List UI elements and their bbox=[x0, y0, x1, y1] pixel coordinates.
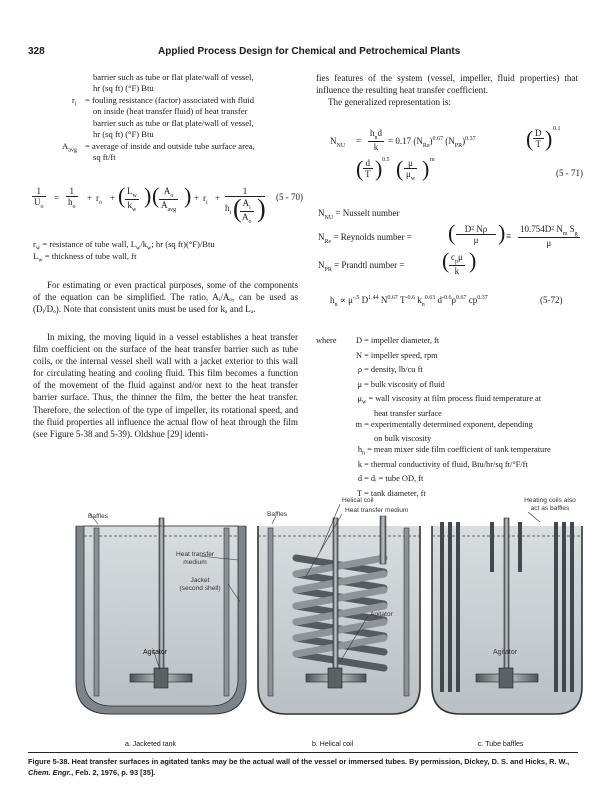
paragraph-simplification: For estimating or even practical purposes, some of the components of the equation can be simplified. The ratio, Aᵢ/Aₒ, can be used as (Dᵢ/Dₒ). Note that consistent units must be used for kₐ and Lₐ. bbox=[33, 280, 298, 315]
aavg-symbol: $A_{avg}$ bbox=[62, 141, 77, 154]
where-row: $h_n$ = mean mixer side film coefficient of tank temperature bbox=[357, 445, 551, 457]
def-reynolds: $N_{Re}$ = Reynolds number = bbox=[318, 232, 412, 245]
where-definitions bbox=[350, 336, 590, 504]
label-htm-2: medium bbox=[183, 559, 207, 566]
frac-d-T: $\frac{d}{T}$ bbox=[365, 158, 371, 179]
caption-rule bbox=[28, 752, 578, 753]
where-row: heat transfer surface bbox=[374, 408, 442, 418]
equation-5-72-body: $h_n \propto \mu^{-.5}$ $D^{1.44}$ $N^{0.67}$ $T^{-0.6}$ $k_n^{0.63}$ $d^{-0.6}\rho^{0.67}$ $cp^{0.37}$ bbox=[330, 295, 488, 308]
where-row: D = impeller diameter, ft bbox=[355, 336, 440, 345]
label-helical-coil: Helical coil bbox=[342, 497, 374, 504]
figure-5-38-illustration bbox=[0, 492, 604, 732]
where-row: d = dᵢ = tube OD, ft bbox=[357, 474, 424, 484]
nusselt-symbol: $N_{NU}$ bbox=[330, 136, 346, 149]
frac-lw-kw: $\frac{L_w}{k_w}$ bbox=[127, 186, 137, 213]
running-title: Applied Process Design for Chemical and Petrochemical Plants bbox=[158, 46, 461, 57]
def-aavg bbox=[85, 141, 300, 164]
frac-mu-muw: $\frac{\mu}{\mu_w}$ bbox=[406, 158, 416, 182]
where-row: $\mu_w$ = wall viscosity at film process fluid temperature at bbox=[357, 394, 542, 406]
equation-5-71: $N_{NU}$ = $h_nd$ k = 0.17 $(N_{Re})^{0.67}$ $(N_{PR})^{0.37}$ ( $\frac{D}{T}$ ) 0.1 ( $\frac{d}{T}$ ) 0.5 ( $\frac{\mu}{\mu_w}$ ) m (5 - 71) bbox=[330, 126, 583, 182]
def-ri bbox=[85, 95, 300, 140]
baffle bbox=[94, 528, 99, 696]
sublabel-jacketed-tank: a. Jacketed tank bbox=[125, 741, 176, 748]
page-number: 328 bbox=[28, 46, 45, 57]
ri-term: $r_i$ bbox=[203, 193, 208, 206]
paragraph-mixing: In mixing, the moving liquid in a vessel establishes a heat transfer film coefficient on the surface of the heat transfer barrier such as tube coils, or the internal vessel shell wall with a jacket exterior to this wall for circulating heating and cooling fluid. This film becomes a function of the movement of the fluid against and/or next to the heat transfer barrier surface. Thus, the thinner the film, the better the heat transfer. Therefore, the selection of the type of impeller, its rotational speed, and the fluid properties all influence the actual flow of heat through the film (see Figure 5-38 and 5-39). Oldshue [29] identi- bbox=[33, 332, 298, 439]
label-baffles-a: Baffles bbox=[88, 513, 109, 520]
label-coils-c-2: act as baffles bbox=[530, 505, 570, 512]
label-htm: Heat transfer bbox=[175, 551, 215, 558]
def-line: = fouling resistance (factor) associated with fluid bbox=[85, 95, 255, 105]
def-line: hr (sq ft) (°F) Btu bbox=[93, 83, 154, 94]
plus-sign: + bbox=[110, 193, 116, 203]
tank-tube-baffles bbox=[432, 518, 582, 714]
tank-jacketed bbox=[76, 518, 246, 714]
where-row: k = thermal conductivity of fluid, Btu/hr/sq ft/°F/ft bbox=[357, 459, 528, 469]
label-agitator-a: Agitator bbox=[142, 649, 168, 656]
frac-1-over-ho: $\frac{1}{h_o}$ bbox=[68, 186, 76, 210]
equation-number-5-72: (5-72) bbox=[540, 295, 563, 305]
label-baffles-b: Baffles bbox=[267, 511, 288, 518]
def-line: barrier such as tube or flat plate/wall of vessel, bbox=[93, 72, 254, 82]
prandtl-fraction: ( $c_p\mu$ k ) bbox=[442, 248, 477, 276]
baffle bbox=[224, 528, 229, 696]
def-line: on inside (heat transfer fluid) of heat transfer bbox=[93, 106, 248, 117]
equation-number-5-71: (5 - 71) bbox=[556, 168, 583, 178]
where-row: on bulk viscosity bbox=[374, 434, 432, 444]
def-ho-continuation bbox=[93, 72, 298, 95]
def-lw: $L_w$ = thickness of tube wall, ft bbox=[33, 251, 137, 264]
def-line: hr (sq ft) (°F) Btu bbox=[93, 128, 154, 139]
reynolds-fraction: ( $\frac{\text{D² Nρ}}{\mu}$ ) ≡ $\frac{10.754D^2 N_m S_g}{\mu}$ bbox=[448, 220, 578, 248]
def-rw: $r_w$ = resistance of tube wall, $L_w/k_w$; hr (sq ft)(°F)/Btu bbox=[33, 239, 215, 252]
plus-sign: + bbox=[87, 193, 93, 203]
def-nusselt: $N_{NU}$ = Nusselt number bbox=[318, 208, 400, 221]
def-line: = average of inside and outside tube surface area, bbox=[85, 141, 255, 151]
eq-sign: = bbox=[54, 193, 60, 203]
ri-symbol: $r_i$ bbox=[72, 95, 77, 108]
def-line: sq ft/ft bbox=[93, 152, 116, 163]
frac-ao-aavg: $A_o$ $A_{avg}$ bbox=[161, 186, 177, 213]
tank-helical-coil bbox=[258, 516, 420, 714]
label-jacket: Jacket bbox=[190, 577, 210, 584]
paragraph-generalized: The generalized representation is: bbox=[328, 97, 451, 107]
frac-1-over-hi-ai-ao: 1 $h_i$ ( $\frac{A_i}{A_o}$ ) bbox=[225, 186, 266, 225]
equation-number-5-70: (5 - 70) bbox=[276, 192, 303, 202]
where-row: ρ = density, lb/cu ft bbox=[357, 365, 423, 375]
equation-5-70: $\frac{1}{U_o}$ = $\frac{1}{h_o}$ + $r_o$ + ( $\frac{L_w}{k_w}$ ) ( $A_o$ $A_{avg}$ ) + $r_i$ + 1 $h_i$ ( $\frac{A_i}{A_o}$ ) (5 - 70) bbox=[34, 183, 303, 225]
label-coils-c: Heating coils also bbox=[524, 497, 576, 504]
frac-1-over-uo: $\frac{1}{U_o}$ bbox=[34, 186, 44, 210]
sublabel-helical-coil: b. Helical coil bbox=[312, 741, 354, 748]
where-label: where bbox=[316, 336, 337, 345]
label-agitator-b: Agitator bbox=[370, 611, 393, 618]
nusselt-rhs: = 0.17 $(N_{Re})^{0.67}$ $(N_{PR})^{0.37}$ bbox=[388, 136, 476, 149]
def-line: barrier such as tube or flat plate/wall of vessel, bbox=[93, 117, 254, 128]
where-row: μ = bulk viscosity of fluid bbox=[357, 379, 445, 389]
where-row: m = experimentally determined exponent, depending bbox=[355, 419, 533, 429]
label-htm-b: Heat transfer medium bbox=[345, 507, 409, 514]
frac-D-T: $\frac{D}{T}$ bbox=[535, 128, 542, 149]
plus-sign: + bbox=[215, 193, 221, 203]
figure-caption: Figure 5-38. Heat transfer surfaces in agitated tanks may be the actual wall of the vessel or immersed tubes. By permission, Dickey, D. S. and Hicks, R. W., Chem. Engr., Feb. 2, 1976, p. 93 [35]. bbox=[28, 757, 570, 777]
ro-term: $r_o$ bbox=[96, 193, 102, 206]
label-jacket-2: (second shell) bbox=[179, 585, 221, 592]
label-agitator-c: Agitator bbox=[492, 649, 518, 656]
sublabel-tube-baffles: c. Tube baffles bbox=[478, 741, 524, 748]
where-row: T = tank diameter, ft bbox=[356, 489, 426, 499]
def-prandtl: $N_{PR}$ = Prandtl number = bbox=[318, 260, 405, 273]
plus-sign: + bbox=[194, 193, 200, 203]
frac-hnd-k: $h_nd$ k bbox=[370, 128, 382, 152]
paragraph-oldshue-continued: fies features of the system (vessel, impeller, fluid properties) that influence the resulting heat transfer coefficient. bbox=[316, 73, 578, 96]
where-row: N = impeller speed, rpm bbox=[355, 350, 438, 360]
